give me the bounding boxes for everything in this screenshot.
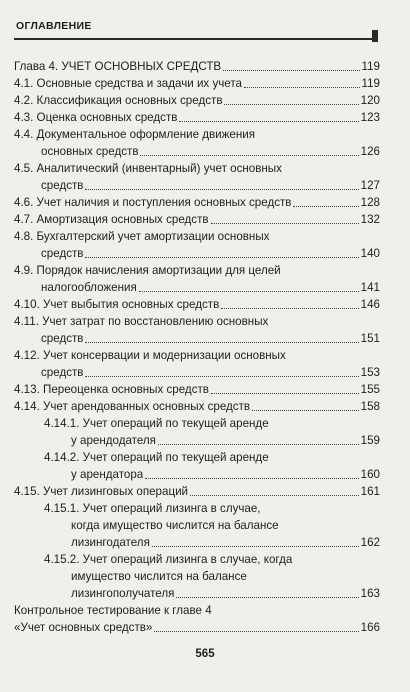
toc-entry-text: 4.2. Классификация основных средств xyxy=(14,94,223,107)
toc-entry-text: 4.13. Переоценка основных средств xyxy=(14,383,209,396)
toc-entry xyxy=(14,551,380,602)
table-of-contents xyxy=(14,58,380,636)
dot-leader xyxy=(154,631,358,632)
dot-leader xyxy=(190,495,359,496)
toc-page-number: 140 xyxy=(360,247,380,260)
toc-page-number: 128 xyxy=(360,196,380,209)
dot-leader xyxy=(152,546,359,547)
dot-leader xyxy=(85,257,358,258)
dot-leader xyxy=(179,121,358,122)
toc-entry xyxy=(14,398,380,415)
toc-entry xyxy=(14,347,380,381)
running-header: ОГЛАВЛЕНИЕ xyxy=(16,20,92,32)
toc-entry xyxy=(14,262,380,296)
toc-entry xyxy=(14,415,380,449)
toc-entry-text: 4.9. Порядок начисления амортизации для целей xyxy=(14,264,281,277)
toc-page-number: 153 xyxy=(360,366,380,379)
toc-entry-text: 4.15. Учет лизинговых операций xyxy=(14,485,189,498)
toc-page-number: 119 xyxy=(361,77,380,90)
toc-entry-text: лизингополучателя xyxy=(71,587,175,600)
dot-leader xyxy=(244,87,360,88)
toc-page-number: 151 xyxy=(360,332,380,345)
toc-entry-text: средств xyxy=(41,179,84,192)
toc-entry-text: 4.15.1. Учет операций лизинга в случае, xyxy=(44,502,261,515)
toc-entry-text: 4.14.2. Учет операций по текущей аренде xyxy=(44,451,269,464)
toc-entry xyxy=(14,92,380,109)
toc-entry-text: 4.14.1. Учет операций по текущей аренде xyxy=(44,417,269,430)
toc-entry-text: имущество числится на балансе xyxy=(71,570,247,583)
toc-entry-text: 4.5. Аналитический (инвентарный) учет основных xyxy=(14,162,282,175)
toc-entry xyxy=(14,228,380,262)
toc-entry-text: 4.6. Учет наличия и поступления основных средств xyxy=(14,196,292,209)
toc-entry-text: 4.3. Оценка основных средств xyxy=(14,111,178,124)
dot-leader xyxy=(221,308,358,309)
toc-page-number: 141 xyxy=(360,281,380,294)
toc-entry xyxy=(14,160,380,194)
toc-entry-text: 4.12. Учет консервации и модернизации основных xyxy=(14,349,286,362)
toc-entry xyxy=(14,313,380,347)
toc-entry-text: 4.8. Бухгалтерский учет амортизации основных xyxy=(14,230,270,243)
toc-entry xyxy=(14,126,380,160)
dot-leader xyxy=(176,597,358,598)
toc-page-number: 159 xyxy=(360,434,380,447)
toc-entry-text: у арендатора xyxy=(71,468,144,481)
toc-entry-text: 4.10. Учет выбытия основных средств xyxy=(14,298,220,311)
toc-entry-text: «Учет основных средств» xyxy=(14,621,153,634)
toc-entry-text: когда имущество числится на балансе xyxy=(71,519,279,532)
toc-page-number: 162 xyxy=(360,536,380,549)
toc-entry xyxy=(14,211,380,228)
toc-page-number: 132 xyxy=(360,213,380,226)
toc-entry xyxy=(14,381,380,398)
toc-entry-text: 4.14. Учет арендованных основных средств xyxy=(14,400,251,413)
toc-entry xyxy=(14,500,380,551)
toc-entry xyxy=(14,58,380,75)
toc-page-number: 146 xyxy=(360,298,380,311)
toc-entry-text: 4.1. Основные средства и задачи их учета xyxy=(14,77,242,90)
dot-leader xyxy=(139,291,359,292)
toc-entry-text: основных средств xyxy=(41,145,139,158)
toc-entry-text: средств xyxy=(41,247,84,260)
toc-entry-text: налогообложения xyxy=(41,281,137,294)
toc-page-number: 155 xyxy=(360,383,380,396)
toc-entry xyxy=(14,602,380,636)
dot-leader xyxy=(293,206,358,207)
dot-leader xyxy=(252,410,359,411)
dot-leader xyxy=(158,444,359,445)
toc-page-number: 158 xyxy=(360,400,380,413)
toc-entry-text: средств xyxy=(41,332,84,345)
toc-entry xyxy=(14,75,380,92)
header-rule xyxy=(14,38,378,40)
dot-leader xyxy=(211,393,359,394)
toc-entry xyxy=(14,449,380,483)
toc-entry-text: 4.4. Документальное оформление движения xyxy=(14,128,256,141)
toc-page-number: 161 xyxy=(360,485,380,498)
toc-entry-text: 4.7. Амортизация основных средств xyxy=(14,213,209,226)
toc-entry-text: Глава 4. УЧЕТ ОСНОВНЫХ СРЕДСТВ xyxy=(14,60,222,73)
dot-leader xyxy=(224,104,358,105)
toc-entry-text: средств xyxy=(41,366,84,379)
toc-page-number: 120 xyxy=(360,94,380,107)
toc-entry xyxy=(14,109,380,126)
header-corner-mark xyxy=(372,30,378,42)
toc-page-number: 163 xyxy=(360,587,380,600)
toc-entry-text: Контрольное тестирование к главе 4 xyxy=(14,604,212,617)
toc-page-number: 160 xyxy=(360,468,380,481)
dot-leader xyxy=(145,478,358,479)
dot-leader xyxy=(85,342,358,343)
dot-leader xyxy=(223,70,359,71)
toc-entry-text: 4.11. Учет затрат по восстановлению основных xyxy=(14,315,269,328)
toc-page-number: 123 xyxy=(360,111,380,124)
dot-leader xyxy=(85,376,358,377)
toc-page-number: 126 xyxy=(360,145,380,158)
toc-page-number: 166 xyxy=(360,621,380,634)
toc-entry xyxy=(14,483,380,500)
dot-leader xyxy=(211,223,359,224)
toc-entry xyxy=(14,296,380,313)
toc-page-number: 119 xyxy=(361,60,380,73)
dot-leader xyxy=(85,189,358,190)
dot-leader xyxy=(140,155,358,156)
toc-entry-text: 4.15.2. Учет операций лизинга в случае, когда xyxy=(44,553,293,566)
toc-entry xyxy=(14,194,380,211)
toc-entry-text: у арендодателя xyxy=(71,434,156,447)
toc-page-number: 127 xyxy=(360,179,380,192)
toc-entry-text: лизингодателя xyxy=(71,536,150,549)
page-number: 565 xyxy=(195,648,215,660)
